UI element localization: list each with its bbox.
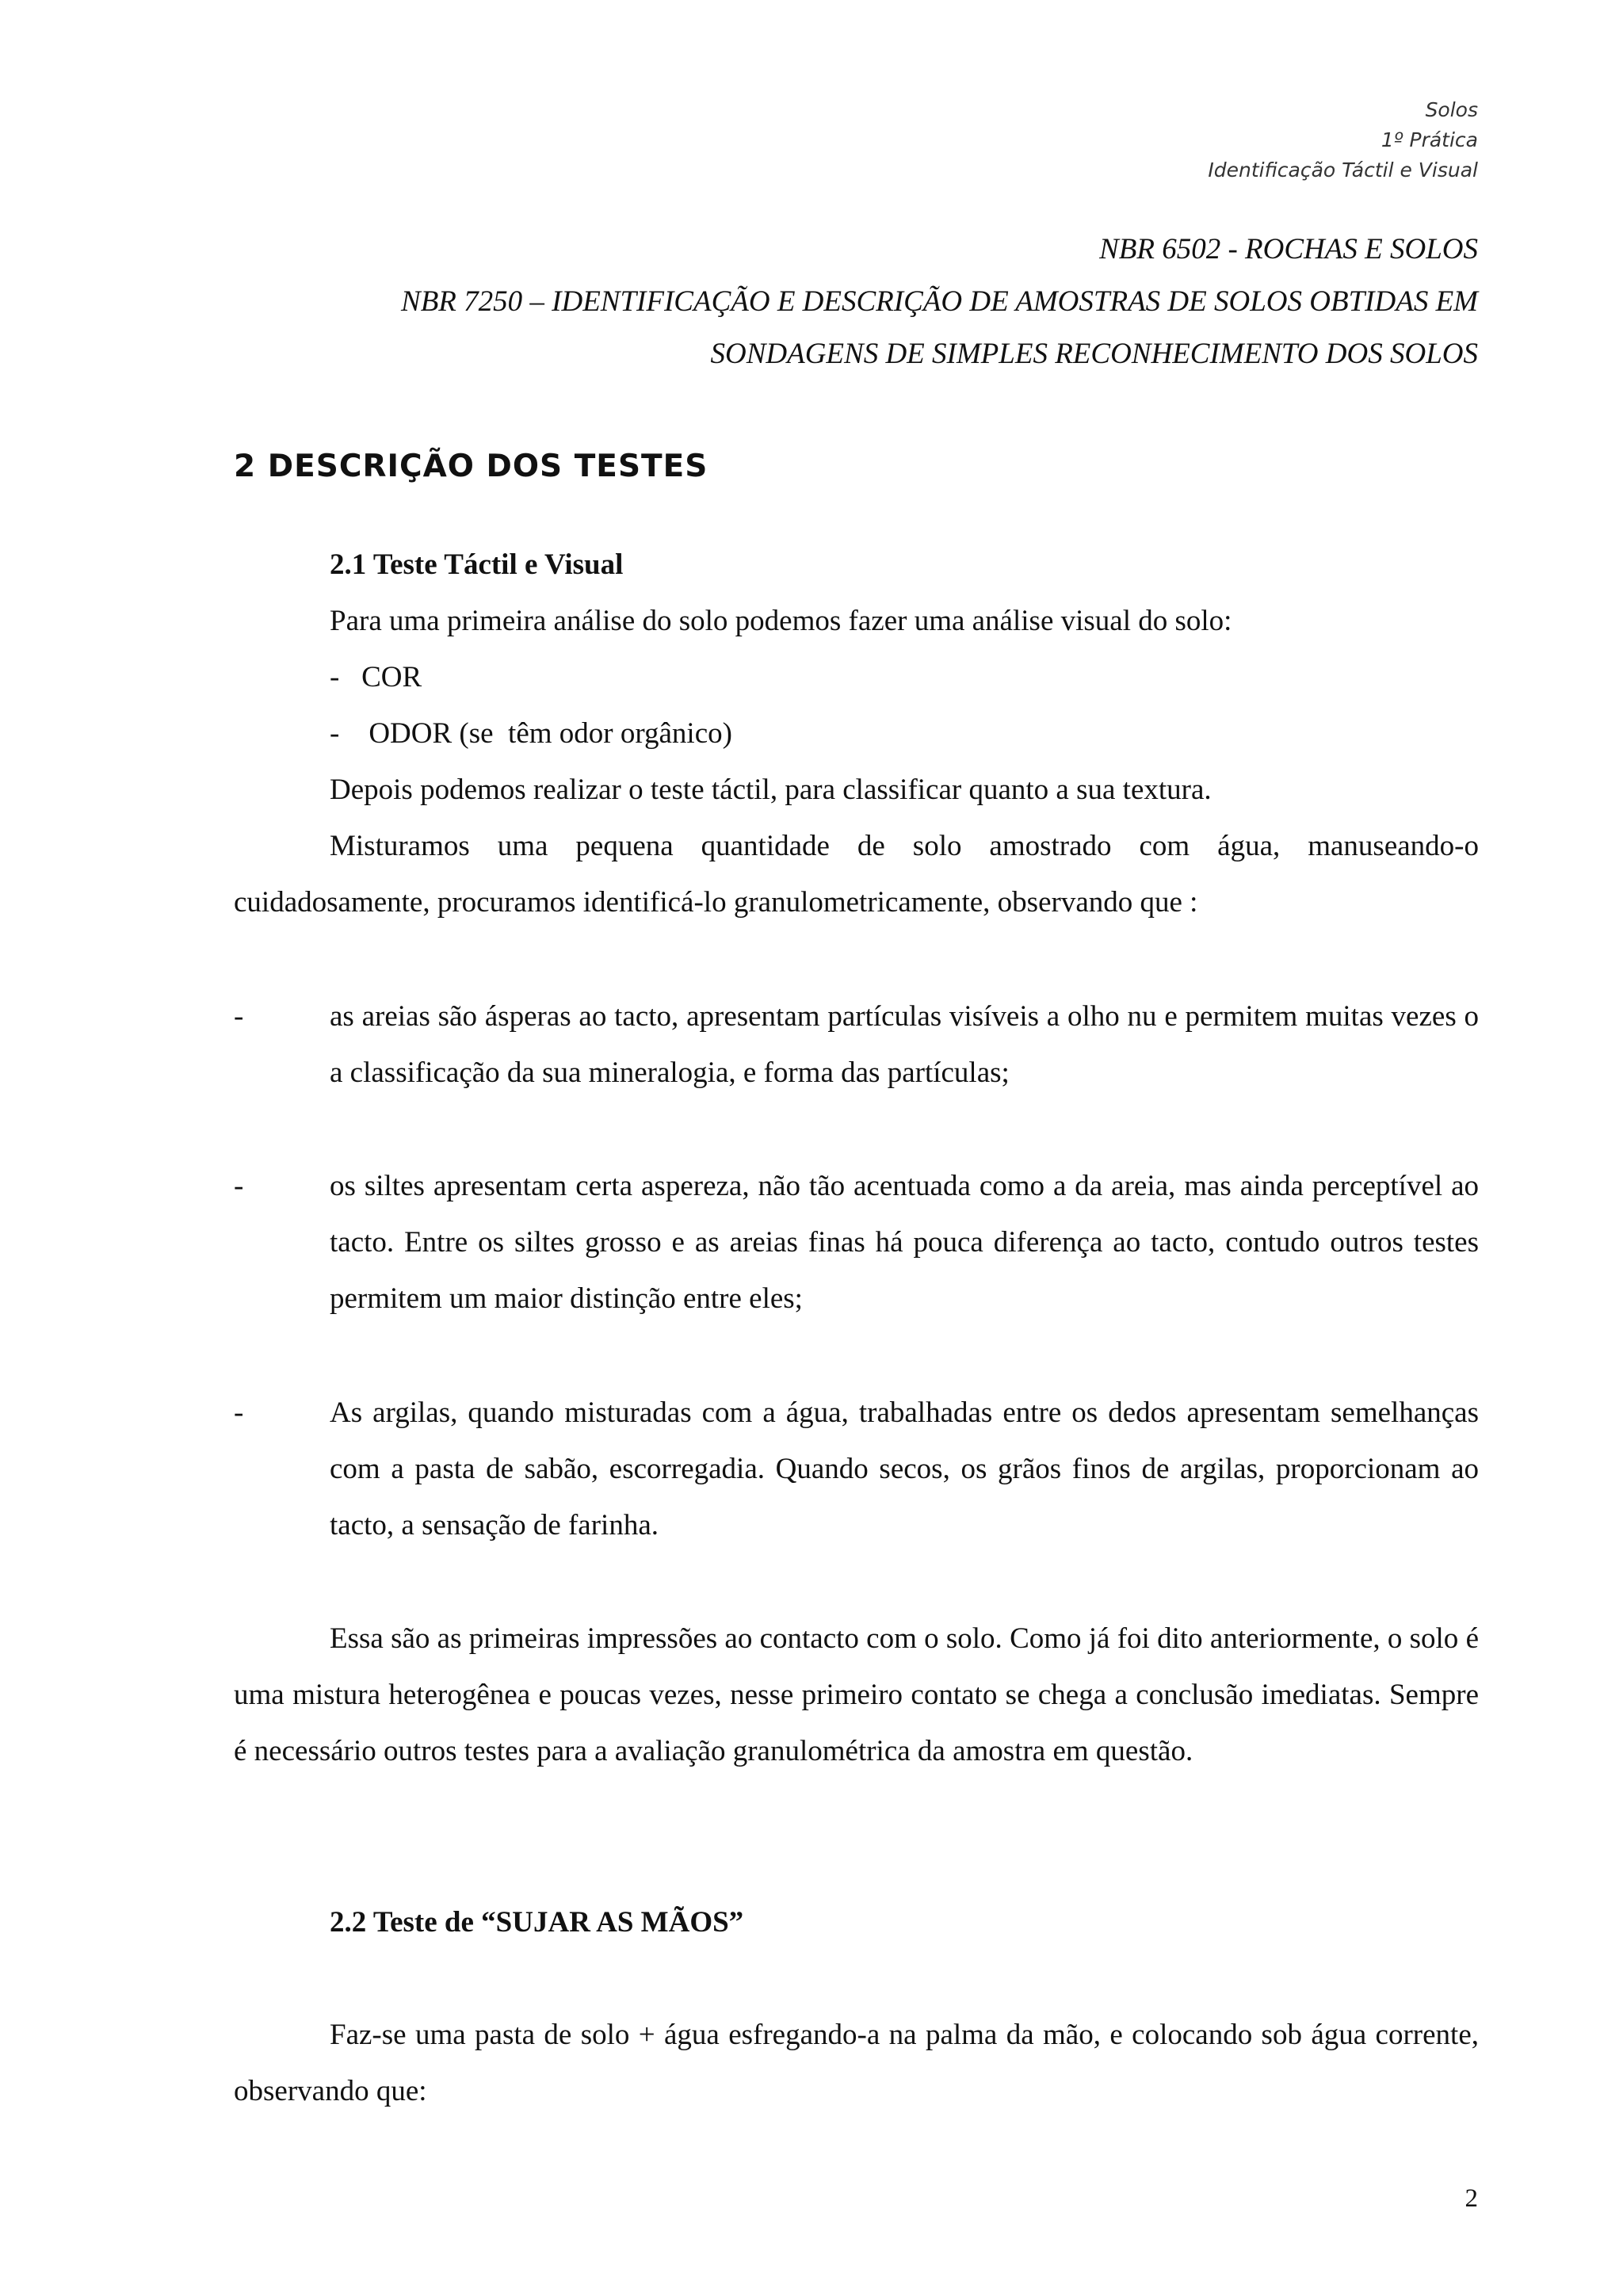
running-header (1208, 95, 1478, 185)
header-practice: 1º Prática (1381, 128, 1478, 151)
header-subject: Solos (1425, 98, 1478, 121)
norm-nbr6502: NBR 6502 - ROCHAS E SOLOS (1099, 233, 1478, 266)
bullet-text: as areias são ásperas ao tacto, apresentam partículas visíveis a olho nu e permitem muitas vezes o a classificação da sua mineralogia, e forma das partículas; (330, 1000, 1479, 1089)
subsection-tactile-visual (234, 537, 1479, 930)
subsection-dirty-hands (234, 1894, 1479, 1950)
closing-paragraph (234, 1610, 1479, 1779)
norm-nbr7250-line2: SONDAGENS DE SIMPLES RECONHECIMENTO DOS SOLOS (710, 338, 1478, 370)
closing-text: Essa são as primeiras impressões ao contacto com o solo. Como já foi dito anteriormente, o solo é uma mistura heterogênea e poucas vezes, nesse primeiro contato se chega a conclusão imediatas. Sempre é necessário outros testes para a avaliação granulométrica da amostra em questão. (234, 1622, 1479, 1767)
list-item (234, 1385, 1479, 1553)
section-title: 2 DESCRIÇÃO DOS TESTES (234, 449, 708, 484)
list-item-color: - COR (330, 661, 422, 693)
dirty-hands-text: Faz-se uma pasta de solo + água esfregando-a na palma da mão, e colocando sob água corrente, observando que: (234, 2019, 1479, 2107)
dirty-hands-paragraph (234, 2007, 1479, 2119)
list-item (234, 1158, 1479, 1327)
subsection-title: 2.2 Teste de “SUJAR AS MÃOS” (330, 1906, 744, 1939)
bullet-clay (234, 1385, 1479, 1553)
page-number: 2 (1465, 2184, 1478, 2213)
tactile-intro: Depois podemos realizar o teste táctil, para classificar quanto a sua textura. (330, 774, 1212, 806)
intro-paragraph: Para uma primeira análise do solo podemos fazer uma análise visual do solo: (330, 605, 1232, 637)
norm-references (131, 223, 1478, 380)
header-topic: Identificação Táctil e Visual (1208, 159, 1478, 181)
bullet-text: os siltes apresentam certa aspereza, não tão acentuada como a da areia, mas ainda perceptível ao tacto. Entre os siltes grosso e as areias finas há pouca diferença ao tacto, contudo outros testes permitem um maior distinção entre eles; (330, 1170, 1479, 1315)
procedure-paragraph: Misturamos uma pequena quantidade de solo amostrado com água, manuseando-o cuidadosamente, procuramos identificá-lo granulometricamente, observando que : (234, 830, 1479, 919)
bullet-sand (234, 988, 1479, 1101)
bullet-dash: - (234, 1000, 244, 1033)
norm-nbr7250-line1: NBR 7250 – IDENTIFICAÇÃO E DESCRIÇÃO DE AMOSTRAS DE SOLOS OBTIDAS EM (401, 285, 1478, 318)
subsection-title: 2.1 Teste Táctil e Visual (330, 548, 624, 581)
bullet-dash: - (234, 1170, 244, 1202)
bullet-text: As argilas, quando misturadas com a água, trabalhadas entre os dedos apresentam semelhanças com a pasta de sabão, escorregadia. Quando secos, os grãos finos de argilas, proporcionam ao tacto, a sensação de farinha. (330, 1396, 1479, 1541)
bullet-silt (234, 1158, 1479, 1327)
bullet-dash: - (234, 1396, 244, 1429)
list-item (234, 988, 1479, 1101)
list-item-odor: - ODOR (se têm odor orgânico) (330, 717, 732, 750)
